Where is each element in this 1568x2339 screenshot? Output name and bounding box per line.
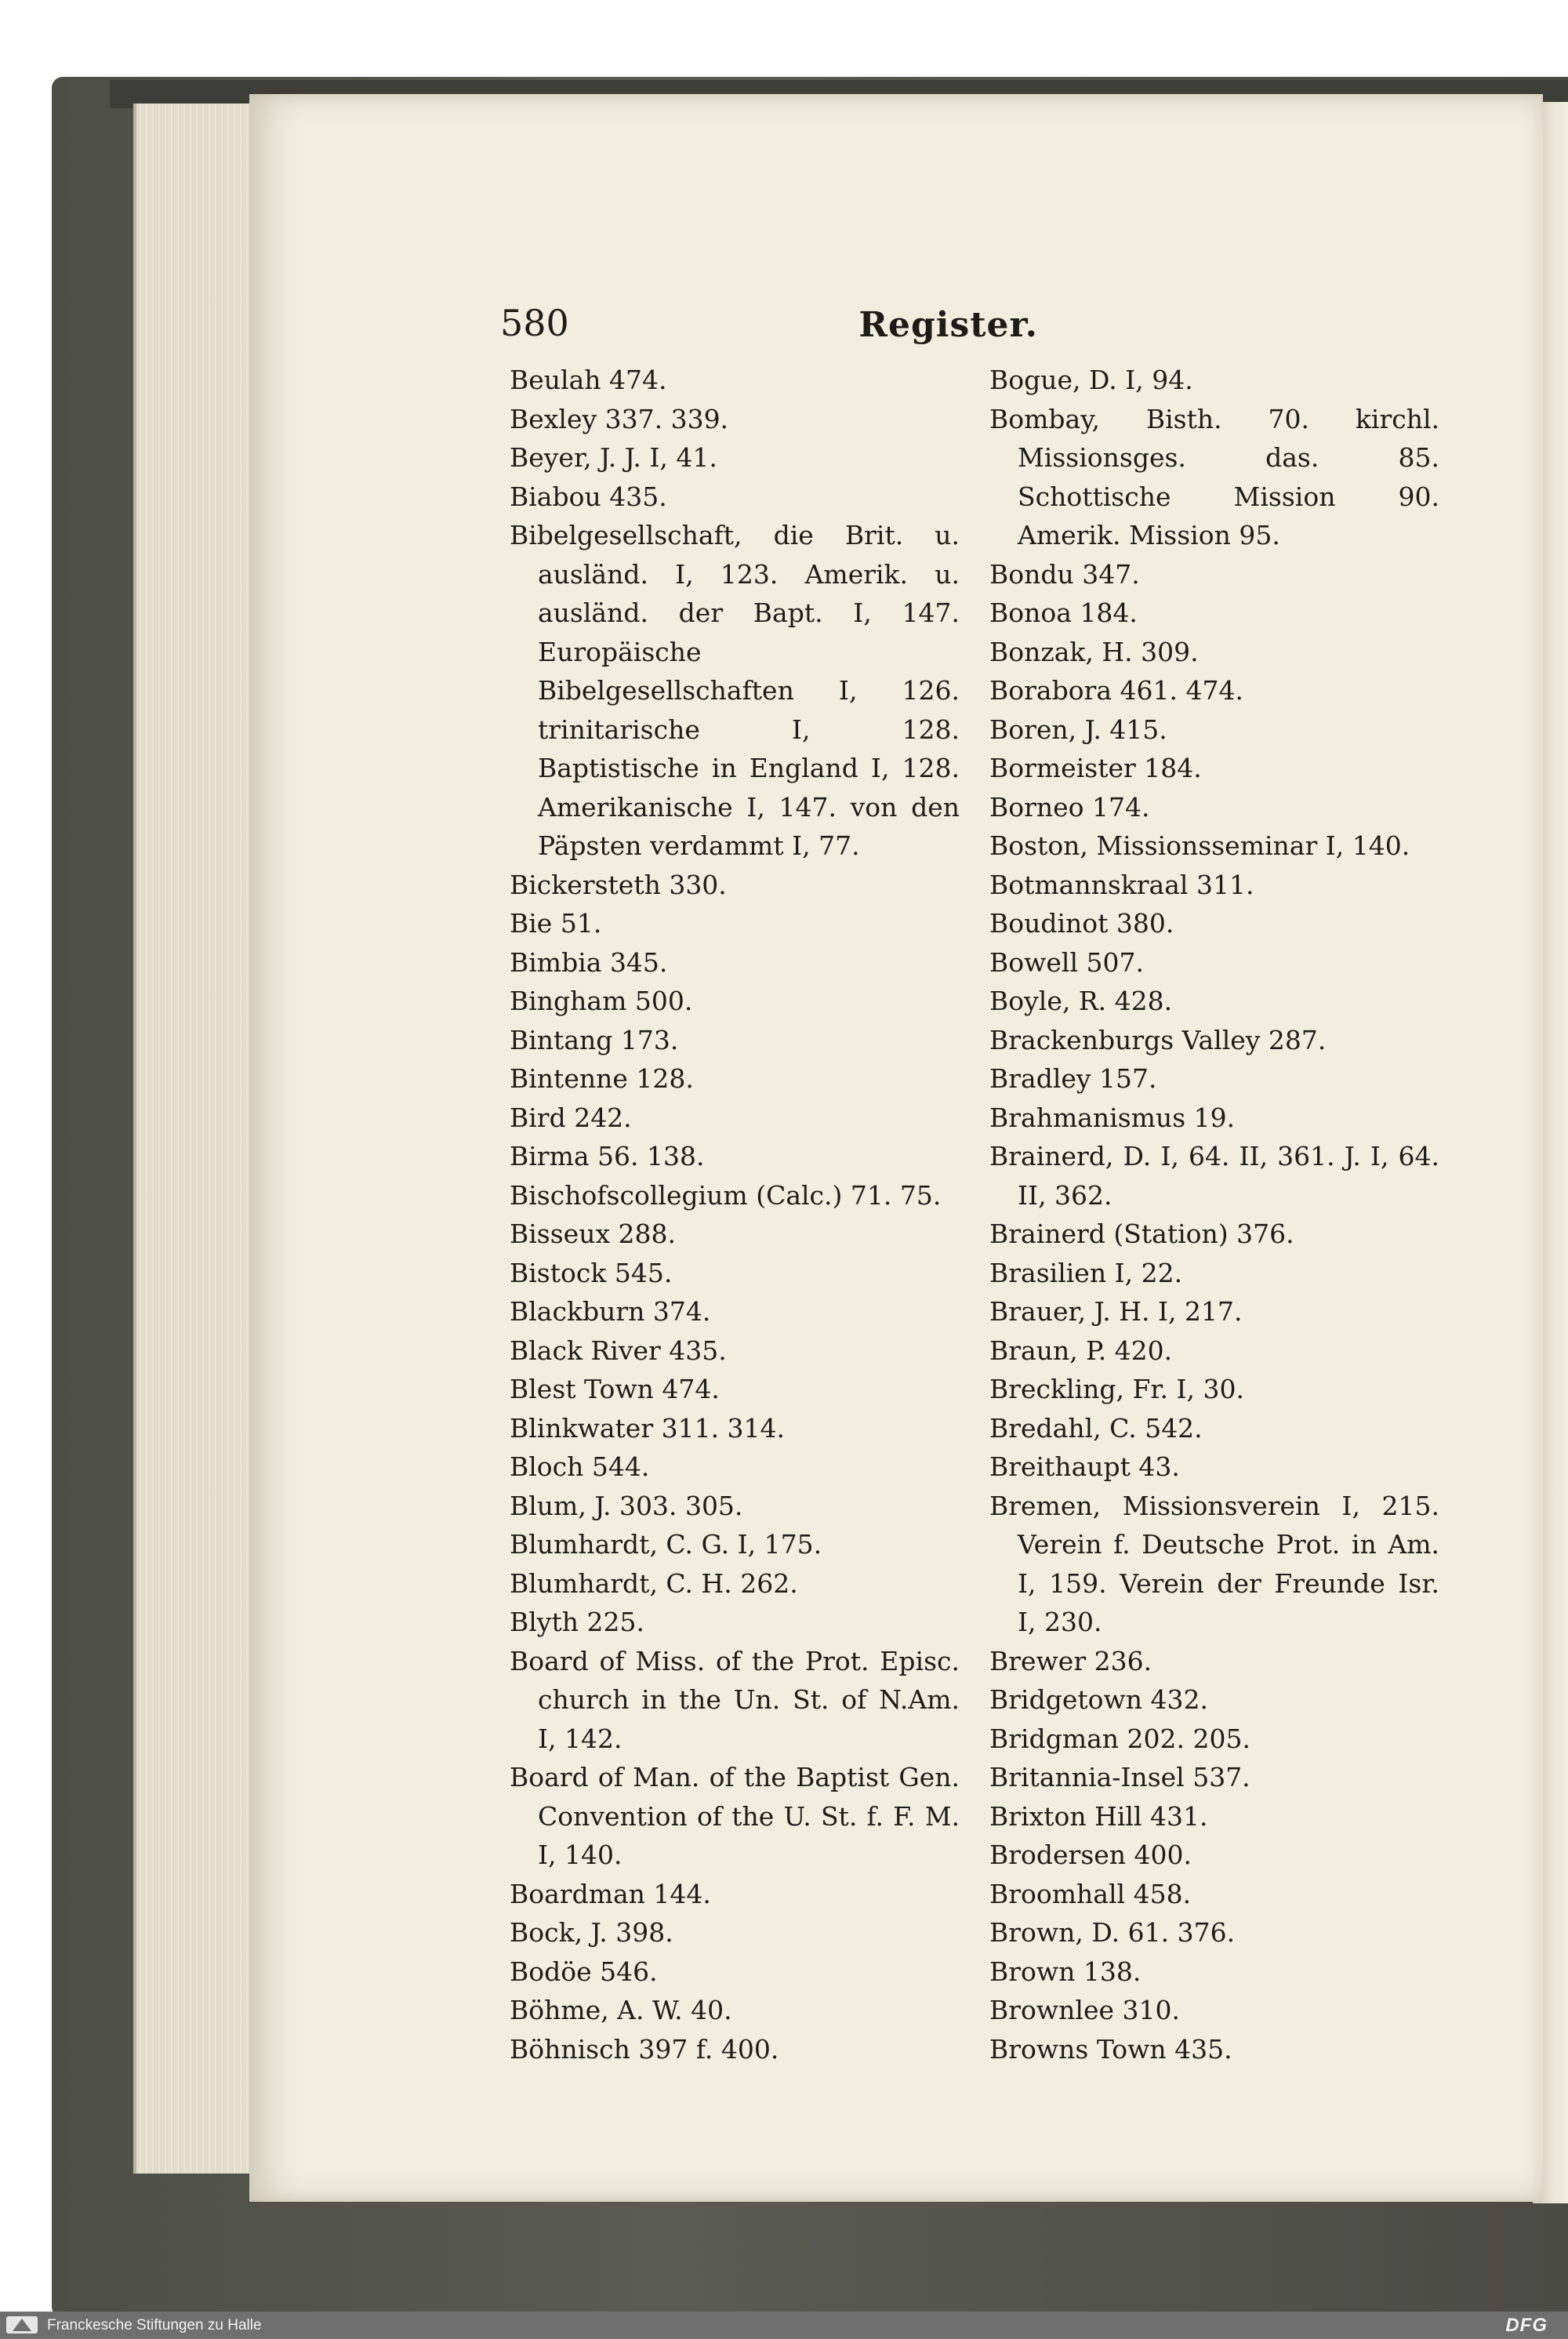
- index-entry: Bischofscollegium (Calc.) 71. 75.: [510, 1179, 942, 1211]
- index-entry: Bridgman 202. 205.: [989, 1723, 1250, 1754]
- index-entry: Bondu 347.: [989, 558, 1140, 590]
- index-entry: Bremen, Missionsverein I, 215. Verein f. Deutsche Prot. in Am. I, 159. Verein der Freunde Isr. I, 230.: [989, 1490, 1439, 1637]
- index-entry: Blum, J. 303. 305.: [510, 1490, 743, 1521]
- index-entry: Boardman 144.: [510, 1878, 711, 1909]
- index-entry: Birma 56. 138.: [510, 1141, 705, 1171]
- running-title: Register.: [858, 305, 1038, 345]
- index-entry: Bogue, D. I, 94.: [989, 365, 1193, 395]
- index-column-left: [510, 361, 960, 2068]
- page-number: 580: [500, 302, 569, 344]
- index-entry: Brown, D. 61. 376.: [989, 1917, 1236, 1948]
- index-entry: Blinkwater 311. 314.: [510, 1412, 786, 1444]
- index-entry: Bingham 500.: [510, 986, 693, 1016]
- index-entry: Bimbia 345.: [510, 946, 668, 978]
- index-entry: Bock, J. 398.: [510, 1917, 673, 1948]
- page-header: [500, 302, 1038, 350]
- index-entry: Bombay, Bisth. 70. kirchl. Missionsges. das. 85. Schottische Mission 90. Amerik. Mission 95.: [989, 403, 1439, 550]
- index-entry: Blest Town 474.: [510, 1374, 720, 1404]
- index-entry: Bormeister 184.: [989, 753, 1202, 783]
- footer-bar: [0, 2312, 1568, 2339]
- index-entry: Browns Town 435.: [989, 2033, 1232, 2065]
- index-entry: Blumhardt, C. G. I, 175.: [510, 1529, 822, 1560]
- index-entry: Bonzak, H. 309.: [989, 636, 1199, 667]
- institution-logo-icon: [6, 2316, 38, 2334]
- index-entry: Breckling, Fr. I, 30.: [989, 1374, 1245, 1404]
- index-entry: Bowell 507.: [989, 946, 1144, 978]
- index-entry: Borneo 174.: [989, 791, 1150, 823]
- index-entry: Bintenne 128.: [510, 1063, 694, 1094]
- page-edges: [133, 104, 254, 2174]
- index-entry: Bodöe 546.: [510, 1956, 658, 1987]
- index-entry: Bibelgesellschaft, die Brit. u. ausländ. I, 123. Amerik. u. ausländ. der Bapt. I, 147. Europäische Bibelgesellschaften I, 126. trinitarische I, 128. Baptistische in England I, 128. Amerikanische I, 147. von den Päpsten verdammt I, 77.: [510, 520, 960, 861]
- index-entry: Brahmanismus 19.: [989, 1102, 1236, 1133]
- index-entry: Boston, Missionsseminar I, 140.: [989, 830, 1410, 861]
- index-entry: Bisseux 288.: [510, 1219, 677, 1249]
- index-entry: Blackburn 374.: [510, 1296, 711, 1327]
- index-entry: Boudinot 380.: [989, 908, 1174, 939]
- index-entry: Böhnisch 397 f. 400.: [510, 2033, 779, 2065]
- index-entry: Broomhall 458.: [989, 1878, 1192, 1909]
- index-entry: Bradley 157.: [989, 1063, 1157, 1094]
- index-entry: Brodersen 400.: [989, 1840, 1192, 1870]
- index-entry: Board of Miss. of the Prot. Episc. church in the Un. St. of N.Am. I, 142.: [510, 1645, 960, 1754]
- index-entry: Brackenburgs Valley 287.: [989, 1024, 1327, 1055]
- index-entry: Bloch 544.: [510, 1451, 650, 1482]
- index-entry: Beyer, J. J. I, 41.: [510, 442, 717, 473]
- index-column-right: [989, 361, 1439, 2068]
- index-entry: Britannia-Insel 537.: [989, 1762, 1250, 1792]
- index-entry: Bie 51.: [510, 908, 602, 939]
- index-entry: Beulah 474.: [510, 365, 667, 395]
- index-entry: Brauer, J. H. I, 217.: [989, 1296, 1243, 1327]
- index-entry: Braun, P. 420.: [989, 1335, 1173, 1366]
- index-entry: Bird 242.: [510, 1102, 632, 1133]
- index-entry: Bridgetown 432.: [989, 1684, 1208, 1715]
- index-entry: Brixton Hill 431.: [989, 1800, 1208, 1832]
- index-entry: Brownlee 310.: [989, 1995, 1180, 2025]
- index-entry: Board of Man. of the Baptist Gen. Convention of the U. St. f. F. M. I, 140.: [510, 1762, 960, 1870]
- index-entry: Breithaupt 43.: [989, 1451, 1180, 1482]
- index-entry: Brainerd (Station) 376.: [989, 1219, 1294, 1249]
- index-entry: Brasilien I, 22.: [989, 1257, 1183, 1288]
- index-entry: Bredahl, C. 542.: [989, 1412, 1203, 1444]
- index-entry: Bexley 337. 339.: [510, 403, 729, 434]
- index-entry: Brown 138.: [989, 1956, 1142, 1987]
- index-entry: Bintang 173.: [510, 1024, 679, 1055]
- index-entry: Brainerd, D. I, 64. II, 361. J. I, 64. II, 362.: [989, 1141, 1439, 1211]
- index-entry: Black River 435.: [510, 1335, 727, 1366]
- index-entry: Blumhardt, C. H. 262.: [510, 1567, 798, 1599]
- index-entry: Bistock 545.: [510, 1257, 673, 1288]
- index-entry: Biabou 435.: [510, 481, 667, 512]
- index-entry: Bonoa 184.: [989, 597, 1138, 628]
- index-entry: Brewer 236.: [989, 1645, 1152, 1676]
- index-entry: Boyle, R. 428.: [989, 986, 1173, 1016]
- index-entry: Borabora 461. 474.: [989, 675, 1243, 706]
- index-entry: Botmannskraal 311.: [989, 869, 1254, 900]
- dfg-logo: DFG: [1505, 2315, 1548, 2336]
- footer-institution: Franckesche Stiftungen zu Halle: [47, 2317, 262, 2334]
- index-entry: Bickersteth 330.: [510, 869, 727, 900]
- index-entry: Böhme, A. W. 40.: [510, 1995, 732, 2025]
- index-entry: Blyth 225.: [510, 1607, 644, 1637]
- index-entry: Boren, J. 415.: [989, 714, 1167, 745]
